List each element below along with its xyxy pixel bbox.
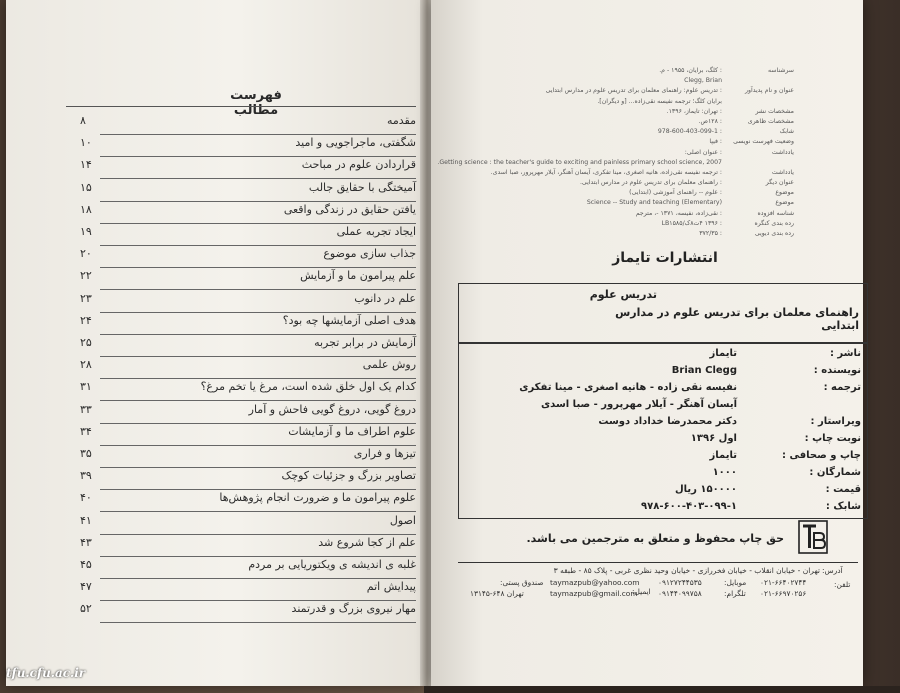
detail-value: دکتر محمدرضا خداداد دوست — [598, 416, 737, 427]
toc-entry — [66, 225, 416, 247]
toc-entry-title: غلبه ی اندیشه ی ویکتوریایی بر مردم — [248, 558, 416, 571]
toc-title: فهرست مطالب — [230, 88, 282, 118]
cip-row — [462, 219, 794, 229]
cip-value: Science -- Study and teaching (Elementary) — [586, 199, 722, 207]
toc-entry-rule — [100, 534, 416, 535]
toc-entry-rule — [100, 511, 416, 512]
toc-entry-rule — [100, 245, 416, 246]
toc-entry-title: علم پیرامون ما و آزمایش — [300, 269, 416, 283]
toc-entry — [66, 158, 416, 180]
toc-entry-title: علم در دانوب — [354, 291, 416, 305]
toc-entry-page: ۴۰ — [80, 491, 92, 505]
toc-entry-title: روش علمی — [362, 358, 416, 372]
cip-key: عنوان و نام پدیدآور — [745, 87, 794, 95]
toc-entry-page: ۲۰ — [80, 247, 92, 261]
detail-row — [459, 416, 867, 433]
cip-value: : 978-600-403-099-1 — [657, 128, 722, 136]
cip-value: : عنوان اصلی: — [684, 148, 722, 156]
cip-row — [462, 198, 794, 208]
site-watermark: tfu.cfu.ac.ir — [6, 666, 86, 680]
phone-label: تلفن: — [834, 580, 851, 589]
toc-entry — [66, 602, 416, 624]
detail-key: قیمت : — [825, 484, 861, 495]
toc-entry — [66, 181, 416, 203]
detail-key: نوبت چاپ : — [804, 433, 861, 444]
toc-entry-rule — [100, 312, 416, 313]
detail-row — [459, 365, 867, 382]
toc-entry-page: ۴۱ — [80, 513, 92, 527]
toc-entry-title: یافتن حقایق در زندگی واقعی — [283, 202, 416, 216]
toc-entry-page: ۵۲ — [80, 602, 92, 616]
toc-entry-page: ۸ — [80, 114, 86, 127]
toc-entry-page: ۱۹ — [80, 225, 92, 238]
detail-key: شابک : — [825, 501, 861, 512]
cip-row — [462, 178, 794, 188]
toc-entry-page: ۲۲ — [80, 269, 92, 283]
book-details-box — [458, 343, 868, 519]
cip-key: یادداشت — [771, 168, 794, 176]
cip-row — [437, 158, 794, 168]
pobox-label: صندوق پستی: — [500, 578, 544, 587]
toc-entry-title: شگفتی، ماجراجویی و امید — [295, 136, 416, 150]
cip-row — [462, 137, 794, 147]
email-gmail: taymazpub@gmail.com — [550, 589, 638, 598]
toc-entry-page: ۳۱ — [80, 380, 92, 394]
toc-entry-rule — [100, 201, 416, 202]
toc-entry-rule — [100, 400, 416, 401]
toc-entry-title: علم از کجا شروع شد — [318, 535, 416, 549]
toc-entry-page: ۴۷ — [80, 580, 92, 594]
toc-entry-page: ۱۸ — [80, 202, 92, 216]
toc-entry-page: ۱۵ — [80, 180, 92, 194]
toc-entry-rule — [100, 622, 416, 623]
cip-row — [462, 229, 794, 239]
cip-value: : ۱۲۸ص. — [698, 117, 722, 125]
toc-entry-rule — [100, 134, 416, 135]
cip-row — [462, 148, 794, 158]
toc-entry-page: ۲۴ — [80, 313, 92, 327]
copyright-notice: حق چاپ محفوظ و متعلق به مترجمین می باشد. — [526, 532, 784, 545]
toc-entry-page: ۳۳ — [80, 402, 92, 416]
detail-row — [459, 382, 867, 399]
book-subtitle: راهنمای معلمان برای تدریس علوم در مدارس ابتدایی — [615, 306, 859, 332]
toc-entry-page: ۲۸ — [80, 358, 92, 372]
cip-value: : فیپا — [709, 138, 722, 146]
toc-entry-page: ۳۹ — [80, 469, 92, 483]
left-page — [6, 0, 424, 686]
toc-entry-title: تصاویر بزرگ و جزئیات کوچک — [281, 469, 416, 483]
toc-entry — [66, 114, 416, 136]
cip-row — [462, 209, 794, 219]
cip-row — [462, 107, 794, 117]
footer-divider — [458, 562, 858, 563]
cip-key: رده بندی دیویی — [754, 230, 794, 237]
cip-key: شناسه افزوده — [757, 209, 794, 217]
toc-entry-title: علوم پیرامون ما و ضرورت انجام پژوهش‌ها — [219, 491, 416, 505]
cip-key: رده بندی کنگره — [754, 219, 794, 227]
toc-entry-title: پیدایش اتم — [366, 580, 416, 594]
cip-row — [462, 188, 794, 198]
cip-value: : تدریس علوم: راهنمای معلمان برای تدریس علوم در مدارس ابتدایی — [545, 87, 722, 95]
table-edge — [424, 686, 900, 693]
toc-entry-title: علوم اطراف ما و آزمایشات — [288, 424, 416, 438]
toc-entry — [66, 514, 416, 536]
toc-title-rule — [66, 106, 416, 107]
cip-value: : علوم -- راهنمای آموزشی (ابتدایی) — [629, 189, 722, 197]
toc-entry-page: ۴۵ — [80, 558, 92, 571]
detail-row — [459, 467, 867, 484]
mobile-label: موبایل: — [724, 578, 747, 587]
address-text: تهران - خیابان انقلاب - خیابان فخررازی - خیابان وحید نظری غربی - پلاک ۸۵ - طبقه ۳ — [553, 566, 820, 575]
mobile-number: ۰۹۱۲۷۲۴۴۵۳۵ — [658, 578, 702, 587]
detail-row — [459, 399, 867, 416]
detail-key: ترجمه : — [823, 382, 861, 393]
cip-value: : تهران: تایماز، ۱۳۹۶. — [666, 107, 722, 115]
toc-entry-rule — [100, 178, 416, 179]
toc-entry — [66, 580, 416, 602]
cip-value: برایان کلگ؛ ترجمه نفیسه نقی‌زاده... [و دیگران]. — [597, 97, 722, 105]
toc-entry-rule — [100, 578, 416, 579]
toc-entry — [66, 203, 416, 225]
toc-entry — [66, 380, 416, 402]
cip-key: موضوع — [775, 189, 794, 197]
detail-key: نویسنده : — [813, 365, 861, 376]
cip-key: شابک — [779, 128, 794, 136]
toc-entry-rule — [100, 289, 416, 290]
cip-row — [462, 86, 794, 96]
detail-row — [459, 348, 867, 365]
cip-row — [462, 168, 794, 178]
cip-row — [462, 117, 794, 127]
detail-key: ناشر : — [829, 348, 861, 359]
toc-entry-rule — [100, 445, 416, 446]
toc-entry-title: مهار نیروی بزرگ و قدرتمند — [291, 602, 416, 616]
cip-row — [462, 127, 794, 137]
toc-entry-title: ایجاد تجربه عملی — [336, 225, 416, 238]
cip-value: : نقی‌زاده، نفیسه، ۱۳۷۱ -، مترجم — [635, 209, 722, 217]
detail-value: Brian Clegg — [671, 365, 737, 376]
email-yahoo: taymazpub@yahoo.com — [550, 578, 640, 587]
pobox-value: تهران ۶۴۸-۱۳۱۴۵ — [470, 589, 524, 598]
toc-entry-title: مقدمه — [386, 114, 416, 127]
publisher-logo — [798, 520, 828, 554]
detail-row — [459, 484, 867, 501]
telegram-number: ۰۹۱۴۴۰۹۹۷۵۸ — [658, 589, 702, 598]
toc-entry — [66, 358, 416, 380]
detail-value: ۹۷۸-۶۰۰-۴۰۳-۰۹۹-۱ — [641, 501, 737, 512]
cip-value: : راهنمای معلمان برای تدریس علوم در مدارس ابتدایی. — [579, 179, 722, 187]
cip-value: : کلگ، برایان، ۱۹۵۵ - م. — [659, 67, 722, 74]
detail-value: اول ۱۳۹۶ — [690, 433, 737, 444]
toc-entry-rule — [100, 467, 416, 468]
toc-entry — [66, 247, 416, 269]
cip-value: : ترجمه نفیسه نقی‌زاده، هانیه اصغری، مینا تفکری، آیسان آهنگر، آیلار مهرپرور، صبا اسدی. — [490, 168, 722, 176]
toc-entry-page: ۲۳ — [80, 291, 92, 305]
cip-row — [462, 76, 794, 86]
toc-entry-rule — [100, 556, 416, 557]
toc-entry-page: ۳۵ — [80, 447, 92, 460]
cip-key: مشخصات نشر — [755, 107, 794, 115]
email-label: ایمیل: — [632, 587, 651, 596]
detail-row — [459, 433, 867, 450]
toc-entry — [66, 314, 416, 336]
cip-key: موضوع — [775, 199, 794, 207]
toc-entry-rule — [100, 156, 416, 157]
toc-entry-rule — [100, 489, 416, 490]
detail-value: آیسان آهنگر - آیلار مهرپرور - صبا اسدی — [541, 399, 737, 410]
toc-entry-title: دروغ گویی، دروغ گویی فاحش و آمار — [248, 402, 416, 416]
toc-entry-title: جذاب سازی موضوع — [323, 247, 416, 261]
telegram-label: تلگرام: — [724, 589, 746, 598]
cip-value: Getting science : the teacher's guide to exciting and painless primary school science, 2007. — [437, 158, 722, 166]
cip-block — [437, 66, 794, 239]
toc-entry-page: ۳۴ — [80, 424, 92, 438]
cip-key: یادداشت — [771, 148, 794, 156]
toc-entry — [66, 447, 416, 469]
toc-entry-title: آمیختگی با حقایق جالب — [308, 180, 416, 194]
toc-entry — [66, 269, 416, 291]
cip-value: : ۳۷۲/۳۵ — [699, 230, 722, 237]
detail-value: ۱۰۰۰ — [712, 467, 737, 478]
toc-entry-title: کدام یک اول خلق شده است، مرغ یا تخم مرغ؟ — [200, 380, 416, 394]
toc-entry-title: اصول — [389, 513, 416, 527]
toc-entry — [66, 136, 416, 158]
toc-entry-rule — [100, 423, 416, 424]
detail-row — [459, 501, 867, 518]
phone-2: ۰۲۱-۶۶۹۷۰۲۵۶ — [760, 589, 807, 598]
toc-entry-rule — [100, 378, 416, 379]
cip-value: Clegg, Brian — [684, 77, 722, 85]
cip-row — [462, 66, 794, 76]
detail-row — [459, 450, 867, 467]
toc-entry-title: قراردادن علوم در مباحث — [301, 158, 416, 172]
detail-value: نفیسه نقی زاده - هانیه اصغری - مینا تفکری — [519, 382, 737, 393]
phone-1: ۰۲۱-۶۶۴۰۲۷۴۴ — [760, 578, 807, 587]
detail-value: تایماز — [709, 348, 737, 359]
toc-entry-page: ۴۳ — [80, 535, 92, 549]
cip-key: وضعیت فهرست نویسی — [733, 138, 794, 146]
cip-value: : ۱۳۹۶ ۴ت۸ک/LB۱۵۸۵ — [661, 219, 722, 227]
toc-entry — [66, 558, 416, 580]
cip-key: سرشناسه — [767, 67, 794, 74]
toc-entry — [66, 403, 416, 425]
detail-value: تایماز — [709, 450, 737, 461]
toc-entry — [66, 536, 416, 558]
toc-entry-title: آزمایش در برابر تجربه — [314, 336, 416, 349]
toc-entry-rule — [100, 334, 416, 335]
toc-entry-page: ۱۰ — [80, 136, 92, 150]
cip-key: عنوان دیگر — [765, 179, 794, 187]
detail-key: ویراستار : — [810, 416, 861, 427]
toc-entry-page: ۲۵ — [80, 336, 92, 349]
toc-entry-rule — [100, 600, 416, 601]
book-title-box — [458, 283, 868, 343]
toc-entry-rule — [100, 356, 416, 357]
cip-key: مشخصات ظاهری — [747, 117, 794, 125]
toc-entry — [66, 469, 416, 491]
cip-row — [462, 97, 794, 107]
publisher-title: انتشارات تایماز — [612, 250, 718, 266]
toc-entry-title: تیزها و فراری — [353, 447, 416, 460]
toc-entry — [66, 425, 416, 447]
detail-key: چاپ و صحافی : — [782, 450, 861, 461]
address-label: آدرس: — [822, 566, 843, 575]
detail-key: شمارگان : — [809, 467, 861, 478]
detail-value: ۱۵۰۰۰۰ ریال — [674, 484, 737, 495]
toc-entry-page: ۱۴ — [80, 158, 92, 172]
toc-entry — [66, 336, 416, 358]
toc-entry — [66, 292, 416, 314]
book-title: تدریس علوم — [589, 288, 657, 301]
toc-entry-rule — [100, 223, 416, 224]
toc-entry — [66, 491, 416, 513]
toc-entry-title: هدف اصلی آزمایشها چه بود؟ — [282, 313, 416, 327]
